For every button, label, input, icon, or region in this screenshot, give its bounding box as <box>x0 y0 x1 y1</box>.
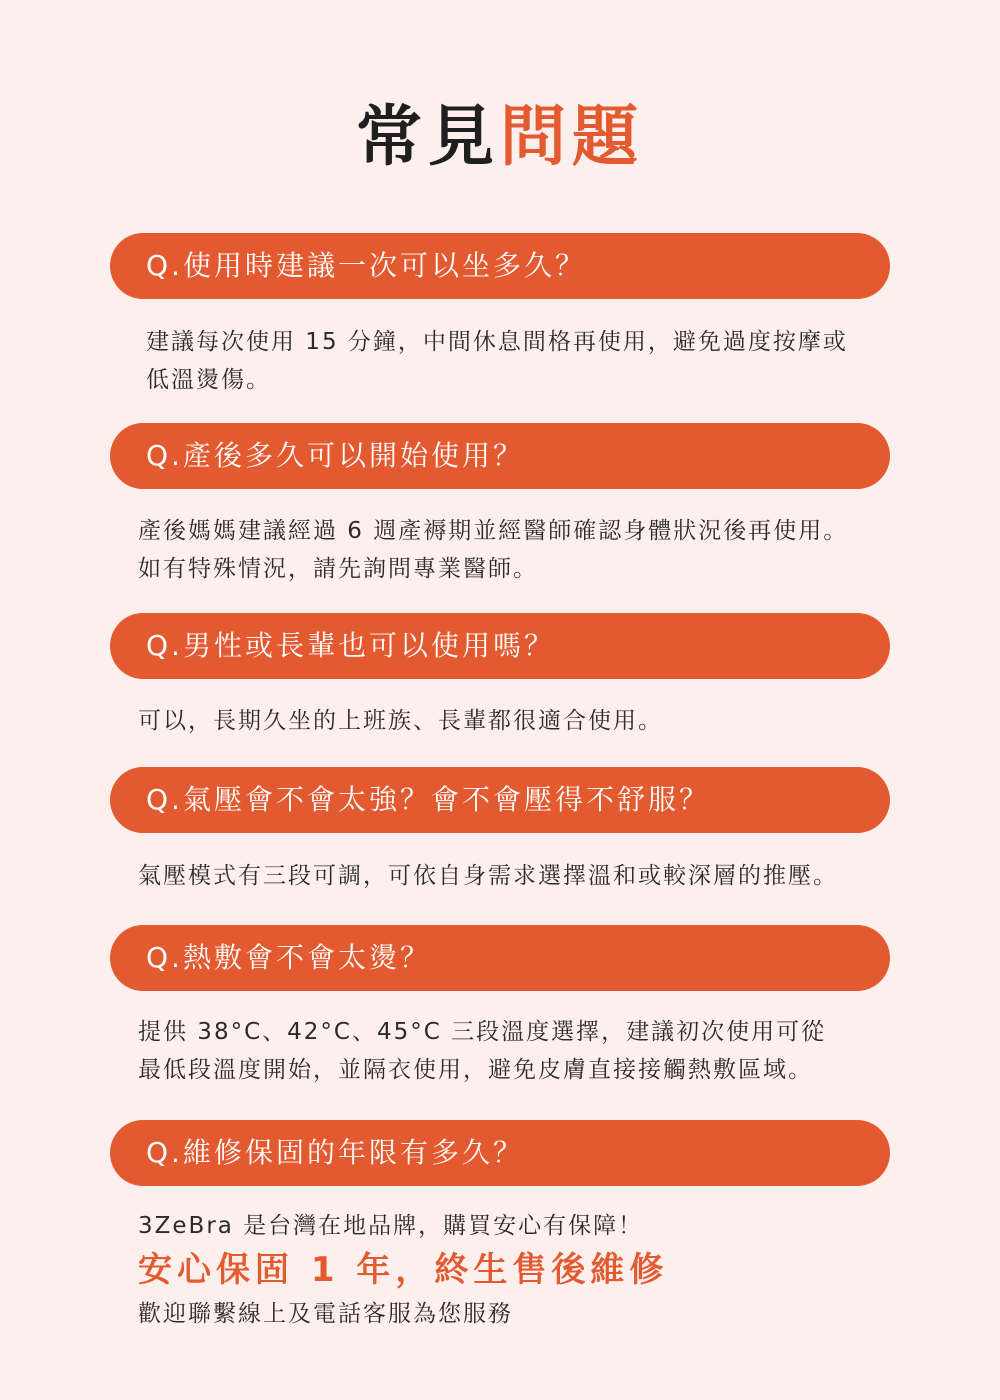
faq-answer-1-line-1: 建議每次使用 15 分鐘，中間休息間格再使用，避免過度按摩或 <box>146 329 848 355</box>
faq-answer-3-line-1: 可以，長期久坐的上班族、長輩都很適合使用。 <box>138 708 663 734</box>
faq-question-4: Q.氣壓會不會太強？會不會壓得不舒服？ <box>110 767 890 833</box>
faq-answer-4 <box>138 857 898 895</box>
faq-question-6: Q.維修保固的年限有多久？ <box>110 1120 890 1186</box>
faq-answer-3 <box>138 702 898 740</box>
page-title <box>0 92 1000 182</box>
faq-question-3: Q.男性或長輩也可以使用嗎？ <box>110 613 890 679</box>
faq-answer-6 <box>138 1207 898 1245</box>
faq-answer-6-line-1: 3ZeBra 是台灣在地品牌，購買安心有保障！ <box>138 1213 644 1239</box>
faq-answer-4-line-1: 氣壓模式有三段可調，可依自身需求選擇溫和或較深層的推壓。 <box>138 863 838 889</box>
warranty-highlight: 安心保固 1 年，終生售後維修 <box>138 1250 669 1290</box>
title-part-2: 問題 <box>500 98 644 175</box>
faq-answer-2-line-2: 如有特殊情況，請先詢問專業醫師。 <box>138 556 538 582</box>
faq-answer-5-line-1: 提供 38°C、42°C、45°C 三段溫度選擇，建議初次使用可從 <box>138 1019 827 1045</box>
faq-answer-1-line-2: 低溫燙傷。 <box>146 367 271 393</box>
faq-question-1: Q.使用時建議一次可以坐多久？ <box>110 233 890 299</box>
customer-service-note: 歡迎聯繫線上及電話客服為您服務 <box>138 1301 513 1327</box>
faq-answer-2-line-1: 產後媽媽建議經過 6 週產褥期並經醫師確認身體狀況後再使用。 <box>138 518 849 544</box>
faq-answer-1 <box>146 323 906 399</box>
faq-answer-5 <box>138 1013 898 1089</box>
faq-question-2: Q.產後多久可以開始使用？ <box>110 423 890 489</box>
title-part-1: 常見 <box>356 98 500 175</box>
faq-answer-2 <box>138 512 898 588</box>
faq-answer-5-line-2: 最低段溫度開始，並隔衣使用，避免皮膚直接接觸熱敷區域。 <box>138 1057 813 1083</box>
faq-question-5: Q.熱敷會不會太燙？ <box>110 925 890 991</box>
